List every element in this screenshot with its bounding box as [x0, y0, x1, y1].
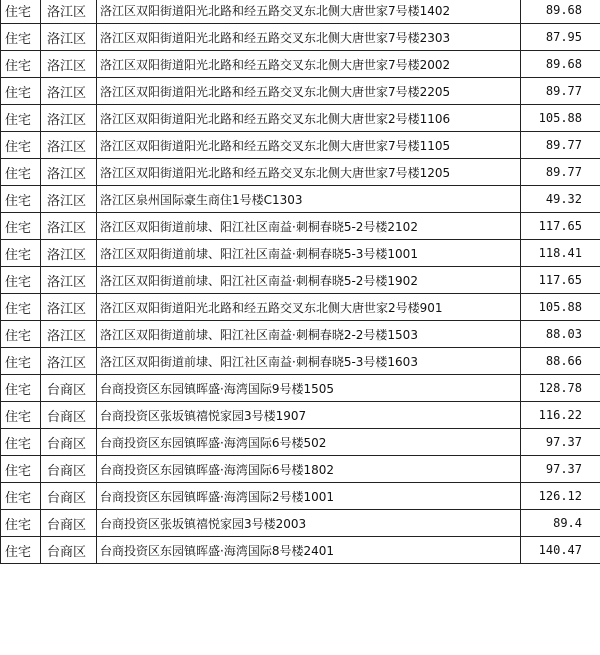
table-row: [1, 375, 600, 402]
type-cell: 住宅: [1, 105, 41, 132]
district-cell: 洛江区: [41, 132, 97, 159]
area-cell: 89.4: [521, 510, 600, 537]
table-row: [1, 402, 600, 429]
area-cell: 97.37: [521, 456, 600, 483]
table-row: [1, 321, 600, 348]
area-cell: 89.77: [521, 132, 600, 159]
area-cell: 89.68: [521, 0, 600, 24]
table-row: [1, 537, 600, 564]
table-row: [1, 456, 600, 483]
address-cell: 台商投资区张坂镇禧悦家园3号楼2003: [97, 510, 521, 537]
address-cell: 台商投资区张坂镇禧悦家园3号楼1907: [97, 402, 521, 429]
type-cell: 住宅: [1, 51, 41, 78]
table-row: [1, 429, 600, 456]
address-cell: 洛江区双阳街道阳光北路和经五路交叉东北侧大唐世家7号楼2303: [97, 24, 521, 51]
table-row: [1, 348, 600, 375]
address-cell: 台商投资区东园镇晖盛·海湾国际6号楼1802: [97, 456, 521, 483]
type-cell: 住宅: [1, 537, 41, 564]
district-cell: 台商区: [41, 483, 97, 510]
district-cell: 洛江区: [41, 51, 97, 78]
address-cell: 洛江区双阳街道前埭、阳江社区南益·刺桐春晓5-3号楼1001: [97, 240, 521, 267]
address-cell: 台商投资区东园镇晖盛·海湾国际6号楼502: [97, 429, 521, 456]
type-cell: 住宅: [1, 402, 41, 429]
type-cell: 住宅: [1, 240, 41, 267]
address-cell: 台商投资区东园镇晖盛·海湾国际2号楼1001: [97, 483, 521, 510]
area-cell: 116.22: [521, 402, 600, 429]
address-cell: 洛江区双阳街道阳光北路和经五路交叉东北侧大唐世家7号楼1105: [97, 132, 521, 159]
address-cell: 洛江区双阳街道阳光北路和经五路交叉东北侧大唐世家2号楼1106: [97, 105, 521, 132]
type-cell: 住宅: [1, 348, 41, 375]
table-row: [1, 51, 600, 78]
address-cell: 洛江区双阳街道阳光北路和经五路交叉东北侧大唐世家7号楼1402: [97, 0, 521, 24]
address-cell: 洛江区双阳街道前埭、阳江社区南益·刺桐春晓5-2号楼2102: [97, 213, 521, 240]
table-row: [1, 78, 600, 105]
table-row: [1, 240, 600, 267]
table-row: [1, 132, 600, 159]
district-cell: 洛江区: [41, 159, 97, 186]
address-cell: 洛江区双阳街道前埭、阳江社区南益·刺桐春晓5-2号楼1902: [97, 267, 521, 294]
district-cell: 台商区: [41, 456, 97, 483]
type-cell: 住宅: [1, 267, 41, 294]
area-cell: 105.88: [521, 294, 600, 321]
district-cell: 洛江区: [41, 0, 97, 24]
district-cell: 洛江区: [41, 213, 97, 240]
district-cell: 洛江区: [41, 24, 97, 51]
area-cell: 117.65: [521, 213, 600, 240]
district-cell: 台商区: [41, 375, 97, 402]
area-cell: 126.12: [521, 483, 600, 510]
table-row: [1, 267, 600, 294]
area-cell: 88.03: [521, 321, 600, 348]
district-cell: 洛江区: [41, 240, 97, 267]
district-cell: 洛江区: [41, 186, 97, 213]
district-cell: 洛江区: [41, 294, 97, 321]
property-table-body: [1, 0, 600, 564]
area-cell: 89.68: [521, 51, 600, 78]
type-cell: 住宅: [1, 456, 41, 483]
address-cell: 洛江区双阳街道前埭、阳江社区南益·刺桐春晓2-2号楼1503: [97, 321, 521, 348]
area-cell: 89.77: [521, 159, 600, 186]
type-cell: 住宅: [1, 159, 41, 186]
table-row: [1, 159, 600, 186]
district-cell: 台商区: [41, 402, 97, 429]
district-cell: 洛江区: [41, 267, 97, 294]
area-cell: 128.78: [521, 375, 600, 402]
table-row: [1, 213, 600, 240]
address-cell: 洛江区双阳街道前埭、阳江社区南益·刺桐春晓5-3号楼1603: [97, 348, 521, 375]
address-cell: 台商投资区东园镇晖盛·海湾国际8号楼2401: [97, 537, 521, 564]
area-cell: 140.47: [521, 537, 600, 564]
district-cell: 洛江区: [41, 78, 97, 105]
address-cell: 台商投资区东园镇晖盛·海湾国际9号楼1505: [97, 375, 521, 402]
table-row: [1, 105, 600, 132]
type-cell: 住宅: [1, 294, 41, 321]
type-cell: 住宅: [1, 510, 41, 537]
area-cell: 88.66: [521, 348, 600, 375]
type-cell: 住宅: [1, 24, 41, 51]
type-cell: 住宅: [1, 132, 41, 159]
address-cell: 洛江区双阳街道阳光北路和经五路交叉东北侧大唐世家7号楼1205: [97, 159, 521, 186]
area-cell: 49.32: [521, 186, 600, 213]
area-cell: 89.77: [521, 78, 600, 105]
area-cell: 117.65: [521, 267, 600, 294]
district-cell: 洛江区: [41, 321, 97, 348]
table-row: [1, 294, 600, 321]
table-row: [1, 483, 600, 510]
type-cell: 住宅: [1, 321, 41, 348]
type-cell: 住宅: [1, 429, 41, 456]
table-row: [1, 186, 600, 213]
type-cell: 住宅: [1, 78, 41, 105]
area-cell: 97.37: [521, 429, 600, 456]
table-row: [1, 24, 600, 51]
address-cell: 洛江区双阳街道阳光北路和经五路交叉东北侧大唐世家2号楼901: [97, 294, 521, 321]
area-cell: 87.95: [521, 24, 600, 51]
area-cell: 105.88: [521, 105, 600, 132]
type-cell: 住宅: [1, 483, 41, 510]
district-cell: 台商区: [41, 510, 97, 537]
table-row: [1, 0, 600, 24]
type-cell: 住宅: [1, 213, 41, 240]
district-cell: 洛江区: [41, 105, 97, 132]
district-cell: 洛江区: [41, 348, 97, 375]
area-cell: 118.41: [521, 240, 600, 267]
type-cell: 住宅: [1, 186, 41, 213]
district-cell: 台商区: [41, 537, 97, 564]
table-row: [1, 510, 600, 537]
address-cell: 洛江区双阳街道阳光北路和经五路交叉东北侧大唐世家7号楼2002: [97, 51, 521, 78]
type-cell: 住宅: [1, 0, 41, 24]
address-cell: 洛江区泉州国际豪生商住1号楼C1303: [97, 186, 521, 213]
type-cell: 住宅: [1, 375, 41, 402]
district-cell: 台商区: [41, 429, 97, 456]
address-cell: 洛江区双阳街道阳光北路和经五路交叉东北侧大唐世家7号楼2205: [97, 78, 521, 105]
